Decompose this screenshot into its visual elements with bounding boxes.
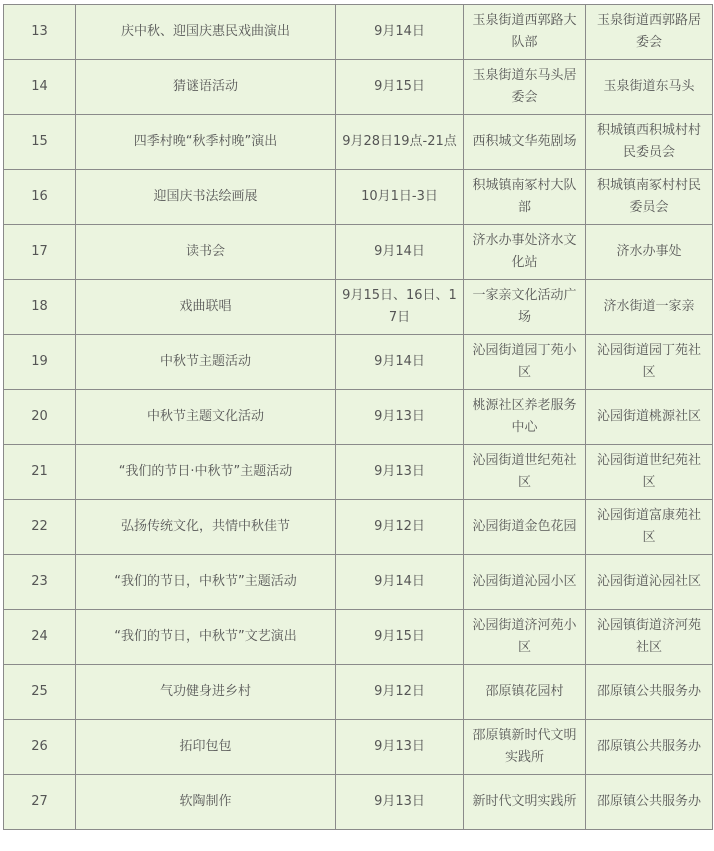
activity-date: 9月14日	[336, 335, 464, 390]
table-row	[4, 500, 713, 555]
activity-name: 戏曲联唱	[76, 280, 336, 335]
activity-table-body	[4, 5, 713, 830]
activity-organizer: 邵原镇公共服务办	[586, 775, 713, 830]
activity-venue: 新时代文明实践所	[464, 775, 586, 830]
table-row	[4, 555, 713, 610]
activity-organizer: 玉泉街道西郭路居委会	[586, 5, 713, 60]
row-number: 23	[4, 555, 76, 610]
activity-name: 气功健身进乡村	[76, 665, 336, 720]
activity-venue: 西积城文华苑剧场	[464, 115, 586, 170]
activity-date: 9月12日	[336, 665, 464, 720]
activity-name: 弘扬传统文化，共情中秋佳节	[76, 500, 336, 555]
row-number: 13	[4, 5, 76, 60]
activity-name: 中秋节主题活动	[76, 335, 336, 390]
activity-organizer: 玉泉街道东马头	[586, 60, 713, 115]
activity-date: 9月15日	[336, 60, 464, 115]
table-row	[4, 280, 713, 335]
row-number: 18	[4, 280, 76, 335]
activity-venue: 一家亲文化活动广场	[464, 280, 586, 335]
activity-name: 读书会	[76, 225, 336, 280]
row-number: 27	[4, 775, 76, 830]
table-row	[4, 610, 713, 665]
row-number: 20	[4, 390, 76, 445]
activity-organizer: 沁园街道园丁苑社区	[586, 335, 713, 390]
activity-name: 拓印包包	[76, 720, 336, 775]
activity-venue: 积城镇南冢村大队部	[464, 170, 586, 225]
activity-organizer: 邵原镇公共服务办	[586, 665, 713, 720]
activity-venue: 邵原镇新时代文明实践所	[464, 720, 586, 775]
activity-organizer: 沁园街道富康苑社区	[586, 500, 713, 555]
activity-date: 9月28日19点-21点	[336, 115, 464, 170]
activity-name: “我们的节日，中秋节”主题活动	[76, 555, 336, 610]
table-row	[4, 335, 713, 390]
activity-venue: 济水办事处济水文化站	[464, 225, 586, 280]
activity-date: 9月13日	[336, 445, 464, 500]
table-row	[4, 445, 713, 500]
activity-name: 迎国庆书法绘画展	[76, 170, 336, 225]
table-row	[4, 775, 713, 830]
row-number: 24	[4, 610, 76, 665]
activity-date: 9月12日	[336, 500, 464, 555]
activity-date: 9月13日	[336, 720, 464, 775]
row-number: 19	[4, 335, 76, 390]
row-number: 26	[4, 720, 76, 775]
activity-organizer: 积城镇南冢村村民委员会	[586, 170, 713, 225]
row-number: 21	[4, 445, 76, 500]
activity-organizer: 济水办事处	[586, 225, 713, 280]
activity-organizer: 邵原镇公共服务办	[586, 720, 713, 775]
table-row	[4, 390, 713, 445]
activity-organizer: 沁园街道世纪苑社区	[586, 445, 713, 500]
activity-venue: 沁园街道金色花园	[464, 500, 586, 555]
activity-table	[3, 4, 713, 830]
table-row	[4, 170, 713, 225]
activity-venue: 沁园街道园丁苑小区	[464, 335, 586, 390]
activity-date: 10月1日-3日	[336, 170, 464, 225]
activity-name: 软陶制作	[76, 775, 336, 830]
activity-date: 9月13日	[336, 390, 464, 445]
table-row	[4, 60, 713, 115]
activity-venue: 沁园街道沁园小区	[464, 555, 586, 610]
activity-organizer: 积城镇西积城村村民委员会	[586, 115, 713, 170]
activity-name: 猜谜语活动	[76, 60, 336, 115]
row-number: 16	[4, 170, 76, 225]
activity-venue: 邵原镇花园村	[464, 665, 586, 720]
row-number: 22	[4, 500, 76, 555]
activity-venue: 沁园街道世纪苑社区	[464, 445, 586, 500]
activity-date: 9月15日、16日、17日	[336, 280, 464, 335]
row-number: 25	[4, 665, 76, 720]
activity-name: 中秋节主题文化活动	[76, 390, 336, 445]
activity-date: 9月15日	[336, 610, 464, 665]
table-row	[4, 720, 713, 775]
activity-date: 9月14日	[336, 5, 464, 60]
table-row	[4, 665, 713, 720]
table-row	[4, 115, 713, 170]
table-row	[4, 225, 713, 280]
activity-organizer: 沁园街道沁园社区	[586, 555, 713, 610]
activity-organizer: 济水街道一家亲	[586, 280, 713, 335]
table-row	[4, 5, 713, 60]
activity-date: 9月13日	[336, 775, 464, 830]
activity-name: 庆中秋、迎国庆惠民戏曲演出	[76, 5, 336, 60]
activity-venue: 玉泉街道东马头居委会	[464, 60, 586, 115]
activity-date: 9月14日	[336, 555, 464, 610]
activity-name: 四季村晚“秋季村晚”演出	[76, 115, 336, 170]
activity-name: “我们的节日·中秋节”主题活动	[76, 445, 336, 500]
activity-venue: 桃源社区养老服务中心	[464, 390, 586, 445]
row-number: 14	[4, 60, 76, 115]
activity-name: “我们的节日，中秋节”文艺演出	[76, 610, 336, 665]
activity-organizer: 沁园街道桃源社区	[586, 390, 713, 445]
row-number: 15	[4, 115, 76, 170]
activity-organizer: 沁园镇街道济河苑社区	[586, 610, 713, 665]
activity-venue: 玉泉街道西郭路大队部	[464, 5, 586, 60]
activity-date: 9月14日	[336, 225, 464, 280]
row-number: 17	[4, 225, 76, 280]
activity-venue: 沁园街道济河苑小区	[464, 610, 586, 665]
